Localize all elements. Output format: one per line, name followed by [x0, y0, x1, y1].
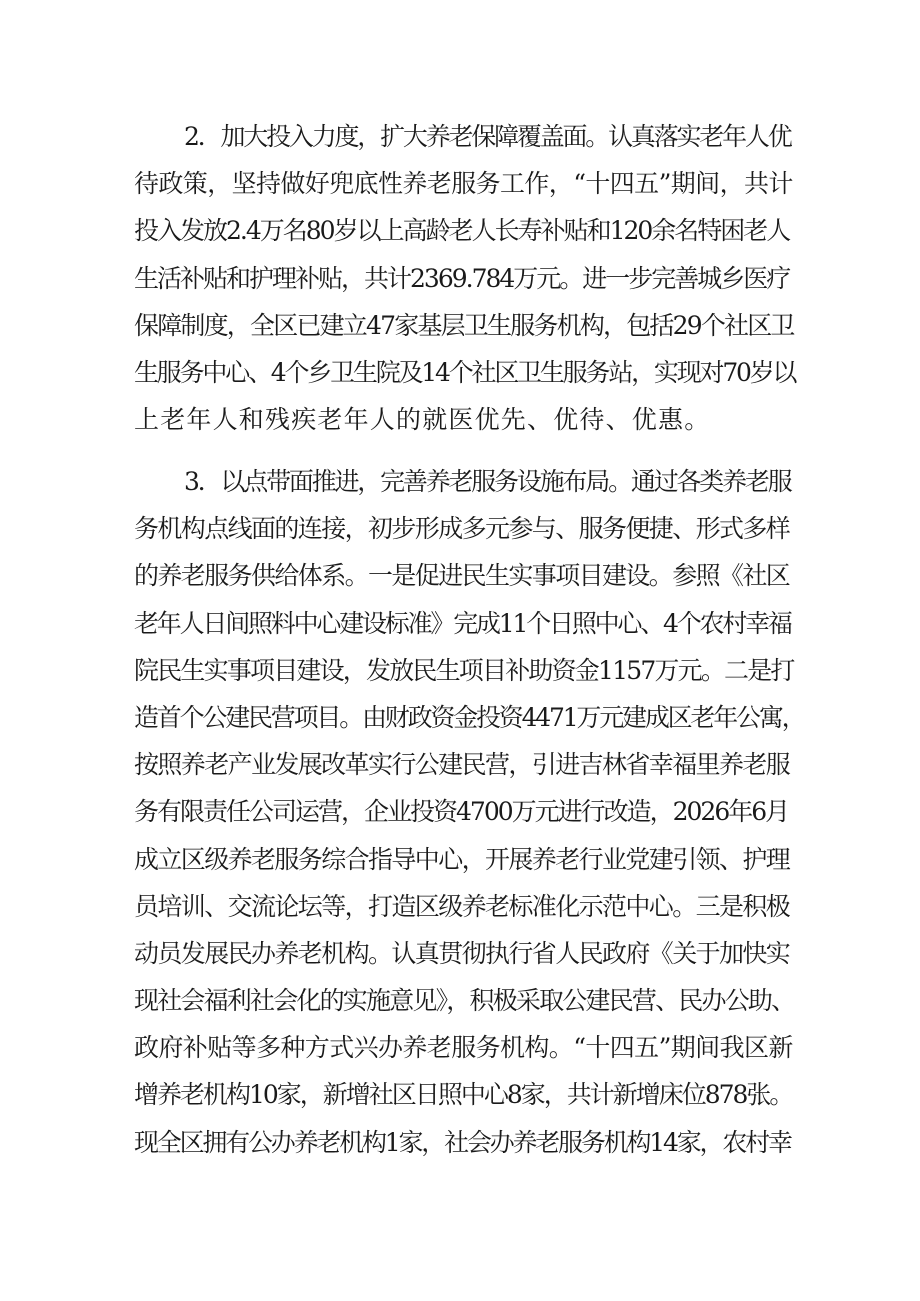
text-line: 保障制度，全区已建立47家基层卫生服务机构，包括29个社区卫 [134, 310, 794, 340]
text-line: 员培训、交流论坛等，打造区级养老标准化示范中心。三是积极 [134, 891, 790, 921]
text-line: 增养老机构10家，新增社区日照中心8家，共计新增床位878张。 [134, 1080, 793, 1110]
text-line: 上老年人和残疾老年人的就医优先、优待、优惠。 [134, 405, 711, 435]
text-line: 3．以点带面推进，完善养老服务设施布局。通过各类养老服 [184, 467, 791, 496]
text-line: 待政策，坚持做好兜底性养老服务工作，“十四五”期间，共计 [134, 169, 793, 199]
text-line: 的养老服务供给体系。一是促进民生实事项目建设。参照《社区 [134, 561, 790, 591]
text-line: 动员发展民办养老机构。认真贯彻执行省人民政府《关于加快实 [134, 938, 790, 968]
text-line: 2．加大投入力度，扩大养老保障覆盖面。认真落实老年人优 [184, 122, 791, 151]
text-line: 造首个公建民营项目。由财政资金投资4471万元建成区老年公寓， [134, 702, 805, 732]
text-line: 成立区级养老服务综合指导中心，开展养老行业党建引领、护理 [134, 844, 790, 874]
text-line: 现社会福利社会化的实施意见》，积极采取公建民营、民办公助、 [134, 986, 795, 1016]
text-line: 生服务中心、4个乡卫生院及14个社区卫生服务站，实现对70岁以 [134, 357, 796, 387]
text-line: 投入发放2.4万名80岁以上高龄老人长寿补贴和120余名特困老人 [134, 216, 790, 246]
text-line: 老年人日间照料中心建设标准》完成11个日照中心、4个农村幸福 [134, 608, 791, 638]
text-line: 政府补贴等多种方式兴办养老服务机构。“十四五”期间我区新 [134, 1033, 793, 1063]
text-line: 务有限责任公司运营，企业投资4700万元进行改造，2026年6月 [134, 797, 789, 827]
paragraph-item-3 [134, 458, 805, 1166]
text-line: 务机构点线面的连接，初步形成多元参与、服务便捷、形式多样 [134, 514, 790, 544]
paragraph-item-2 [134, 113, 794, 443]
text-line: 按照养老产业发展改革实行公建民营，引进吉林省幸福里养老服 [134, 750, 790, 780]
text-line: 生活补贴和护理补贴，共计2369.784万元。进一步完善城乡医疗 [134, 263, 790, 293]
text-line: 现全区拥有公办养老机构1家，社会办养老服务机构14家，农村幸 [134, 1127, 791, 1157]
text-line: 院民生实事项目建设，发放民生项目补助资金1157万元。二是打 [134, 655, 794, 685]
